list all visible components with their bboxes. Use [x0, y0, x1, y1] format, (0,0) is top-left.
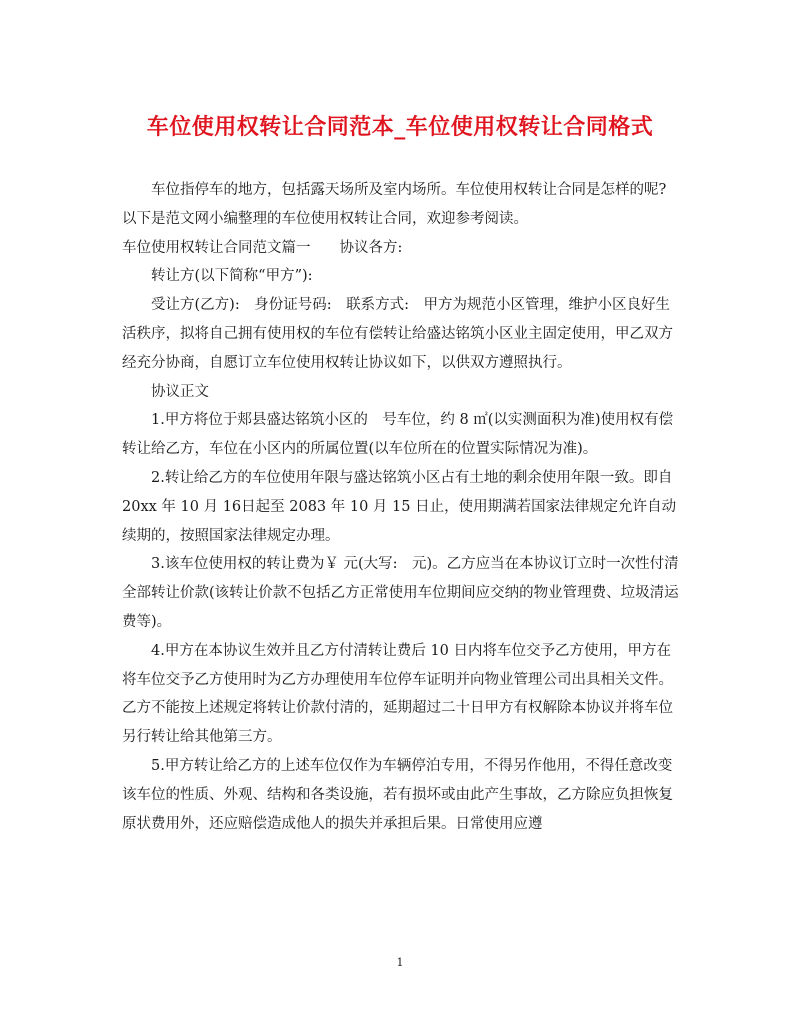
- clause-1: 1.甲方将位于郏县盛达铭筑小区的 号车位，约 8 ㎡(以实测面积为准)使用权有偿转让给乙方，车位在小区内的所属位置(以车位所在的位置实际情况为准)。: [122, 412, 674, 458]
- clause-3: 3.该车位使用权的转让费为￥ 元(大写: 元)。乙方应当在本协议订立时一次性付清全部转让价款(该转让价款不包括乙方正常使用车位期间应交纳的物业管理费、垃圾清运费等)。: [122, 556, 679, 630]
- paragraph-agreement-heading: 协议正文: [151, 383, 209, 400]
- paragraph-intro: 车位指停车的地方，包括露天场所及室内场所。车位使用权转让合同是怎样的呢?以下是范文网小编整理的车位使用权转让合同，欢迎参考阅读。: [122, 182, 667, 227]
- clause-5: 5.甲方转让给乙方的上述车位仅作为车辆停泊专用，不得另作他用，不得任意改变该车位的性质、外观、结构和各类设施，若有损坏或由此产生事故，乙方除应负担恢复原状费用外，还应赔偿造成他人的损失并承担后果。日常使用应遵: [122, 757, 673, 832]
- paragraph-parties-heading: 车位使用权转让合同范文篇一 协议各方:: [122, 239, 403, 256]
- document-title: 车位使用权转让合同范本_车位使用权转让合同格式: [146, 114, 654, 140]
- document-body: [122, 176, 680, 838]
- page-number: 1: [396, 956, 404, 969]
- clause-2: 2.转让给乙方的车位使用年限与盛达铭筑小区占有土地的剩余使用年限一致。即自 20xx 年 10 月 16日起至 2083 年 10 月 15 日止，使用期满若国家法律规定允许自动续期的，按照国家法律规定办理。: [122, 469, 677, 544]
- paragraph-transferor: 转让方(以下简称“甲方”):: [151, 268, 313, 285]
- clause-4: 4.甲方在本协议生效并且乙方付清转让费后 10 日内将车位交予乙方使用，甲方在将车位交予乙方使用时为乙方办理使用车位停车证明并向物业管理公司出具相关文件。乙方不能按上述规定将转让价款付清的，延期超过二十日甲方有权解除本协议并将车位另行转让给其他第三方。: [122, 642, 673, 746]
- paragraph-transferee: 受让方(乙方): 身份证号码: 联系方式: 甲方为规范小区管理，维护小区良好生活秩序，拟将自己拥有使用权的车位有偿转让给盛达铭筑小区业主固定使用，甲乙双方经充分协商，自愿订立车位使用权转让协议如下，以供双方遵照执行。: [122, 297, 673, 371]
